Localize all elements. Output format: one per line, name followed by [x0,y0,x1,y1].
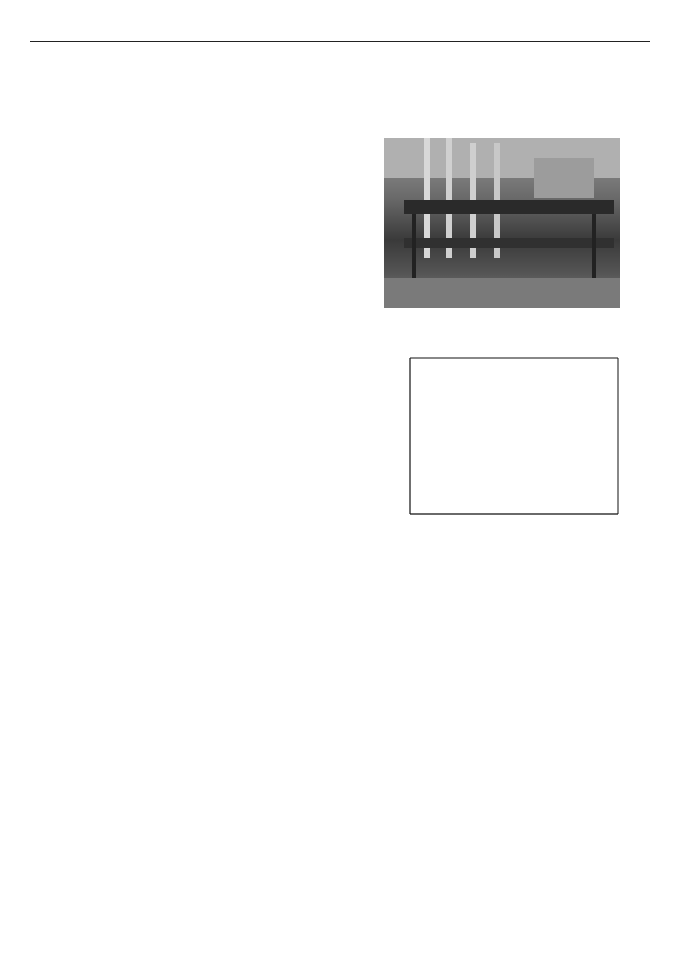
header-rule [30,41,650,42]
fig2-caption [360,536,630,551]
table4-title [40,864,640,876]
table3-title [40,765,640,777]
setup-photo-illustration [384,138,620,308]
table2-title [40,663,640,675]
bioleaching-setup-photo [384,138,620,308]
table1-title [40,583,640,595]
arsenic-leaching-chart [350,348,630,528]
left-column [36,50,324,61]
fig1-caption [384,328,620,340]
